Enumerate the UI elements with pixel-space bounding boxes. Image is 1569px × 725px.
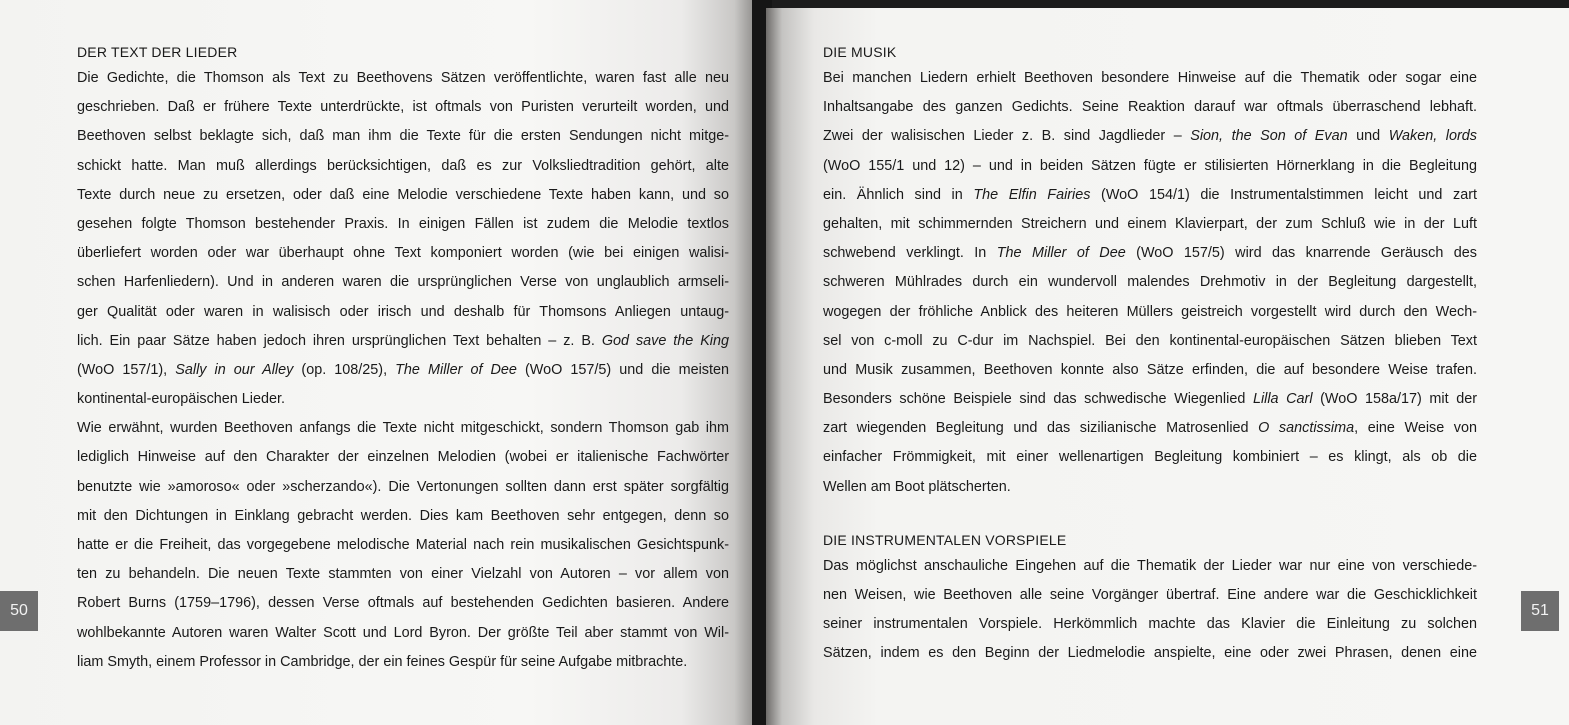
text-line: sel von c-moll zu C-dur im Nachspiel. Bei den kontinental-europäischen Sätzen blieben Text	[823, 332, 1477, 349]
text-line: und Musik zusammen, Beethoven konnte also Sätze erfinden, die auf besondere Weise trafen.	[823, 361, 1477, 378]
text-line: schickt hatte. Man muß allerdings berücksichtigen, daß es zur Volksliedtradition gehört, alte	[77, 157, 729, 174]
text-line: mit den Dichtungen in Einklang gebracht werden. Dies kam Beethoven sehr entgegen, denn so	[77, 507, 729, 524]
text-line: benutzte wie »amoroso« oder »scherzando«). Die Vertonungen sollten dann erst später sorgfältig	[77, 478, 729, 495]
text-line: Beethoven selbst beklagte sich, daß man ihm die Texte für die ersten Sendungen nicht mitge-	[77, 128, 729, 145]
text-line: gesehen folgte Thomson bestehender Praxis. In einigen Fällen ist zudem die Melodie textlos	[77, 215, 729, 232]
text-line: Wellen am Boot plätscherten.	[823, 478, 1011, 495]
text-line: gehalten, mit schimmernden Streichern und einem Klavierpart, der zum Schluß wie in der Luft	[823, 215, 1477, 232]
text-line: kontinental-europäischen Lieder.	[77, 391, 286, 408]
text-line: hatte er die Freiheit, das vorgegebene melodische Material nach rein musikalischen Gesichtspunk-	[77, 537, 729, 553]
right-paragraphs-vorspiele	[823, 552, 1477, 669]
text-line: Sätzen, indem es den Beginn der Liedmelodie anspielte, eine oder zwei Phrasen, denen eine	[823, 645, 1477, 662]
text-line: Wie erwähnt, wurden Beethoven anfangs die Texte nicht mitgeschickt, sondern Thomson gab ihm	[77, 420, 729, 437]
text-line: einfacher Frömmigkeit, mit einer wellenartigen Begleitung kombiniert – es klingt, als ob die	[823, 449, 1477, 466]
text-line: Zwei der walisischen Lieder z. B. sind Jagdlieder – Sion, the Son of Evan und Waken, lords	[823, 128, 1477, 145]
text-line: ein. Ähnlich sind in The Elfin Fairies (WoO 154/1) die Instrumentalstimmen leicht und zart	[823, 186, 1477, 203]
section-heading-text-der-lieder: DER TEXT DER LIEDER	[77, 44, 238, 60]
text-line: wohlbekannte Autoren waren Walter Scott und Lord Byron. Der größte Teil aber stammt von Wil-	[77, 624, 729, 641]
text-line: liam Smyth, einem Professor in Cambridge, der ein feines Gespür für seine Aufgabe mitbrachte.	[77, 653, 688, 670]
text-line: schweren Mühlrades durch ein wundervoll malendes Drehmotiv in der Begleitung dargestellt,	[823, 274, 1477, 291]
text-line: (WoO 155/1 und 12) – und in beiden Sätzen fügte er stilisierten Hörnerklang in die Begleitung	[823, 157, 1477, 174]
left-page	[0, 0, 757, 725]
text-line: geschrieben. Daß er frühere Texte unterdrückte, ist oftmals von Puristen verurteilt worden, und	[77, 99, 729, 116]
text-line: (WoO 157/1), Sally in our Alley (op. 108/25), The Miller of Dee (WoO 157/5) und die meisten	[77, 361, 729, 378]
text-line: nen Weisen, wie Beethoven alle seine Vorgänger übertraf. Eine andere war die Geschicklichkeit	[823, 587, 1477, 603]
text-line: Das möglichst anschauliche Eingehen auf die Thematik der Lieder war nur eine von verschiede-	[823, 557, 1477, 574]
page-number-left: 50	[0, 591, 38, 631]
text-line: Texte durch neue zu ersetzen, oder daß eine Melodie verschiedene Texte haben kann, und so	[77, 186, 729, 203]
left-text-block	[77, 40, 729, 677]
text-line: schen Harfenliedern). Und in anderen waren die ursprünglichen Verse von unglaublich armseli-	[77, 274, 729, 291]
text-line: Inhaltsangabe des ganzen Gedichts. Seine Reaktion darauf war oftmals überraschend lebhaft.	[823, 99, 1477, 116]
right-paragraphs-musik	[823, 64, 1477, 502]
left-paragraphs	[77, 64, 729, 677]
text-line: lich. Ein paar Sätze haben jedoch ihren ursprünglichen Text behalten – z. B. God save the King	[77, 332, 729, 349]
text-line: seiner instrumentalen Vorspiele. Herkömmlich machte das Klavier die Einleitung zu solchen	[823, 616, 1477, 633]
text-line: ten zu behandeln. Die neuen Texte stammten von einer Vielzahl von Autoren – vor allem von	[77, 566, 729, 583]
text-line: Besonders schöne Beispiele sind das schwedische Wiegenlied Lilla Carl (WoO 158a/17) mit der	[823, 391, 1477, 408]
text-line: lediglich Hinweise auf den Charakter der einzelnen Melodien (wobei er italienische Fachwörter	[77, 449, 729, 466]
section-spacer	[823, 502, 1477, 528]
right-page	[766, 8, 1569, 725]
text-line: schwebend verklingt. In The Miller of Dee (WoO 157/5) wird das knarrende Geräusch des	[823, 245, 1477, 262]
text-line: zart wiegenden Begleitung und das sizilianische Matrosenlied O sanctissima, eine Weise von	[823, 420, 1477, 437]
text-line: wogegen der fröhliche Anblick des heiteren Müllers geistreich vorgestellt wird durch den Wech-	[823, 303, 1477, 320]
section-heading-die-musik: DIE MUSIK	[823, 44, 897, 60]
right-text-block	[823, 40, 1477, 669]
text-line: Bei manchen Liedern erhielt Beethoven besondere Hinweise auf die Thematik oder sogar eine	[823, 70, 1477, 86]
text-line: Robert Burns (1759–1796), dessen Verse oftmals auf bestehenden Gedichten basieren. Andere	[77, 595, 729, 612]
text-line: Die Gedichte, die Thomson als Text zu Beethovens Sätzen veröffentlichte, waren fast alle neu	[77, 70, 729, 86]
section-heading-instrumentale-vorspiele: DIE INSTRUMENTALEN VORSPIELE	[823, 531, 1067, 548]
text-line: ger Qualität oder waren in walisisch oder irisch und deshalb für Thomsons Anliegen untaug-	[77, 303, 729, 320]
text-line: überliefert worden oder war überhaupt ohne Text komponiert worden (wie bei einigen walisi-	[77, 245, 729, 262]
page-number-right: 51	[1521, 591, 1559, 631]
